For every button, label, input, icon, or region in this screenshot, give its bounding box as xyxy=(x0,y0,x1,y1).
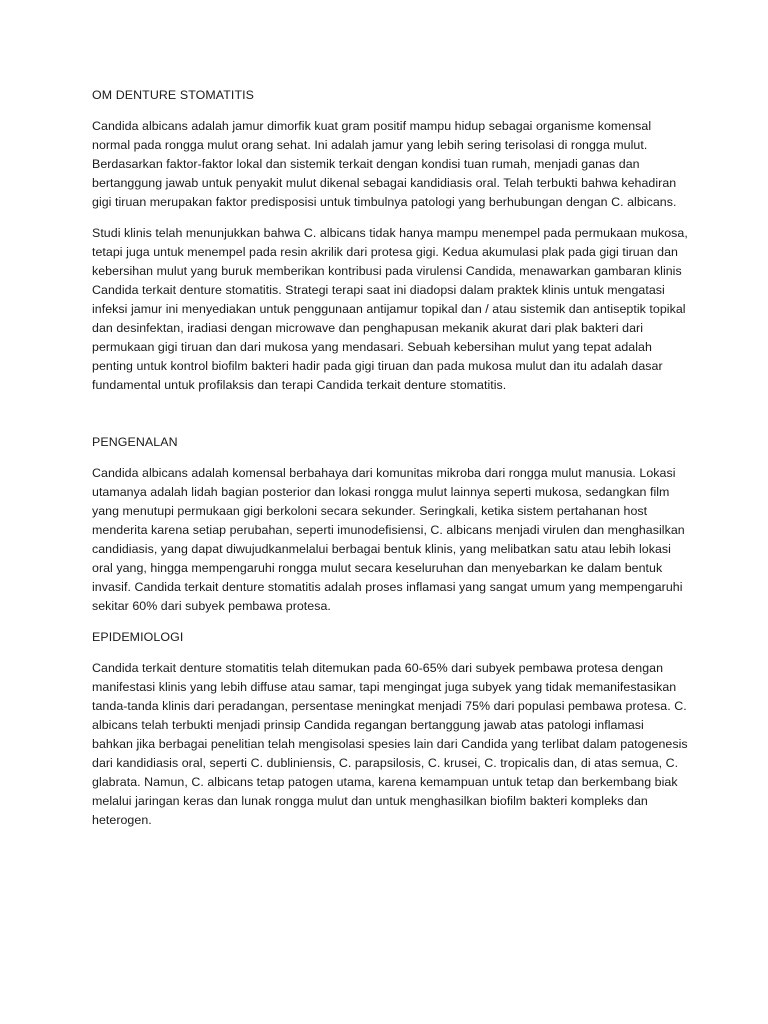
section-title-denture-stomatitis: OM DENTURE STOMATITIS xyxy=(92,88,255,102)
paragraph-epidemiologi: Candida terkait denture stomatitis telah ditemukan pada 60-65% dari subyek pembawa protesa dengan manifestasi klinis yang lebih diffuse atau samar, tapi mengingat juga subyek yang tidak memanifestasikan tanda-tanda klinis dari peradangan, persentase meningkat menjadi 75% dari populasi pembawa protesa. C. albicans telah terbukti menjadi prinsip Candida regangan bertanggung jawab atas patologi inflamasi bahkan jika berbagai penelitian telah mengisolasi spesies lain dari Candida yang terlibat dalam patogenesis dari kandidiasis oral, seperti C. dubliniensis, C. parapsilosis, C. krusei, C. tropicalis dan, di atas semua, C. glabrata. Namun, C. albicans tetap patogen utama, karena kemampuan untuk tetap dan berkembang biak melalui jaringan keras dan lunak rongga mulut dan untuk menghasilkan biofilm bakteri kompleks dan heterogen. xyxy=(92,661,688,827)
paragraph-pengenalan: Candida albicans adalah komensal berbahaya dari komunitas mikroba dari rongga mulut manusia. Lokasi utamanya adalah lidah bagian posterior dan lokasi rongga mulut lainnya seperti mukosa, sedangkan film yang menutupi permukaan gigi berkoloni secara sekunder. Seringkali, ketika sistem pertahanan host menderita karena setiap perubahan, seperti imunodefisiensi, C. albicans menjadi virulen dan menghasilkan candidiasis, yang dapat diwujudkanmelalui berbagai bentuk klinis, yang melibatkan satu atau lebih lokasi oral yang, hingga mempengaruhi rongga mulut secara keseluruhan dan menyebarkan ke dalam bentuk invasif. Candida terkait denture stomatitis adalah proses inflamasi yang sangat umum yang mempengaruhi sekitar 60% dari subyek pembawa protesa. xyxy=(92,466,685,613)
section-spacer xyxy=(92,407,688,433)
document-page xyxy=(92,86,688,842)
section-title-epidemiologi: EPIDEMIOLOGI xyxy=(92,630,184,644)
section-title-pengenalan: PENGENALAN xyxy=(92,435,178,449)
paragraph-clinical-studies: Studi klinis telah menunjukkan bahwa C. albicans tidak hanya mampu menempel pada permukaan mukosa, tetapi juga untuk menempel pada resin akrilik dari protesa gigi. Kedua akumulasi plak pada gigi tiruan dan kebersihan mulut yang buruk memberikan kontribusi pada virulensi Candida, menawarkan gambaran klinis Candida terkait denture stomatitis. Strategi terapi saat ini diadopsi dalam praktek klinis untuk mengatasi infeksi jamur ini menyediakan untuk penggunaan antijamur topikal dan / atau sistemik dan antiseptik topikal dan desinfektan, iradiasi dengan microwave dan penghapusan mekanik akurat dari plak bakteri dari permukaan gigi tiruan dan dari mukosa yang mendasari. Sebuah kebersihan mulut yang tepat adalah penting untuk kontrol biofilm bakteri hadir pada gigi tiruan dan pada mukosa mulut dan itu adalah dasar fundamental untuk profilaksis dan terapi Candida terkait denture stomatitis. xyxy=(92,226,688,392)
paragraph-candida-albicans-intro: Candida albicans adalah jamur dimorfik kuat gram positif mampu hidup sebagai organisme komensal normal pada rongga mulut orang sehat. Ini adalah jamur yang lebih sering terisolasi di rongga mulut. Berdasarkan faktor-faktor lokal dan sistemik terkait dengan kondisi tuan rumah, menjadi ganas dan bertanggung jawab untuk penyakit mulut dikenal sebagai kandidiasis oral. Telah terbukti bahwa kehadiran gigi tiruan merupakan faktor predisposisi untuk timbulnya patologi yang berhubungan dengan C. albicans. xyxy=(92,119,677,209)
